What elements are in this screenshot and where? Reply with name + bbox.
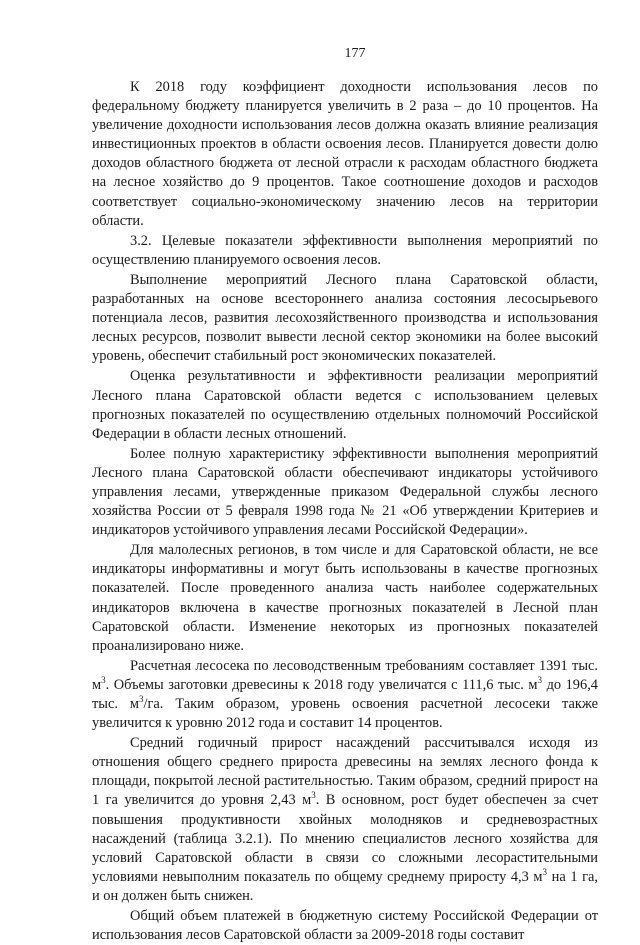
superscript: 3	[101, 674, 106, 685]
text-fragment: на 1 га, и он должен быть снижен.	[92, 868, 598, 904]
paragraph-indicators: Более полную характеристику эффективности выполнения мероприятий Лесного плана Саратовской области обеспечивают индикаторы устойчивого управления лесами, утвержденные приказом Федеральной службы лесного хозяйства России от 5 февраля 1998 года № 21 «Об утверждении Критериев и индикаторов устойчивого управления лесами Российской Федерации».	[92, 445, 598, 539]
paragraph-low-forest-regions: Для малолесных регионов, в том числе и для Саратовской области, не все индикаторы информативны и могут быть использованы в качестве прогнозных показателей. После проведенного анализа часть наиболее содержательных индикаторов включена в качестве прогнозных показателей в Лесной план Саратовской области. Изменение некоторых из прогнозных показателей проанализировано ниже.	[92, 542, 598, 654]
superscript: 3	[542, 866, 548, 877]
paragraph-allowable-cut	[92, 657, 598, 733]
paragraph-effectiveness-assessment: Оценка результативности и эффективности реализации мероприятий Лесного плана Саратовской области ведется с использованием целевых прогнозных показателей по осуществлению отдельных полномочий Российской Федерации в области лесных отношений.	[92, 368, 598, 442]
superscript: 3	[139, 694, 144, 704]
text-fragment: . Объемы заготовки древесины к 2018 году увеличатся с 111,6 тыс. м	[105, 676, 538, 693]
paragraph-annual-increment	[92, 734, 598, 906]
text-fragment: . В основном, рост будет обеспечен за счет повышения продуктивности хвойных молодняков и средневозрастных насаждений (таблица 3.2.1). По мнению специалистов лесного хозяйства для условий Саратовской области в связи со сложными лесорастительными условиями невыполним показатель по общему среднему приросту 4,3 м	[92, 792, 598, 885]
text-fragment: /га. Таким образом, уровень освоения расчетной лесосеки также увеличится к уровню 2012 года и составит 14 процентов.	[92, 696, 598, 732]
text-fragment: до 196,4 тыс. м	[92, 676, 598, 712]
paragraph-budget-payments: Общий объем платежей в бюджетную систему Российской Федерации от использования лесов Саратовской области за 2009-2018 годы составит	[92, 908, 598, 944]
superscript: 3	[311, 790, 316, 801]
paragraph-plan-implementation: Выполнение мероприятий Лесного плана Саратовской области, разработанных на основе всестороннего анализа состояния лесосырьевого потенциала лесов, развития лесохозяйственного производства и использования лесных ресурсов, позволит вывести лесной сектор экономики на более высокий уровень, обеспечит стабильный рост экономических показателей.	[92, 271, 598, 365]
paragraph-revenue-coefficient: К 2018 году коэффициент доходности использования лесов по федеральному бюджету планируется увеличить в 2 раза – до 10 процентов. На увеличение доходности использования лесов должна оказать влияние реализация инвестиционных проектов в области освоения лесов. Планируется довести долю доходов областного бюджета от лесной отрасли к расходам областного бюджета на лесное хозяйство до 9 процентов. Такое соотношение доходов и расходов соответствует социально-экономическому значению лесов на территории области.	[92, 79, 598, 229]
section-heading-3-2: 3.2. Целевые показатели эффективности выполнения мероприятий по осуществлению планируемого освоения лесов.	[92, 232, 598, 268]
superscript: 3	[537, 674, 543, 685]
page-number: 177	[344, 46, 366, 61]
text-fragment: Средний годичный прирост насаждений рассчитывался исходя из отношения общего среднего прироста древесины на землях лесного фонда к площади, покрытой лесной растительностью. Таким образом, средний прирост на 1 га увеличится до уровня 2,43 м	[92, 735, 598, 809]
text-fragment: Расчетная лесосека по лесоводственным требованиям составляет 1391 тыс. м	[92, 657, 598, 693]
